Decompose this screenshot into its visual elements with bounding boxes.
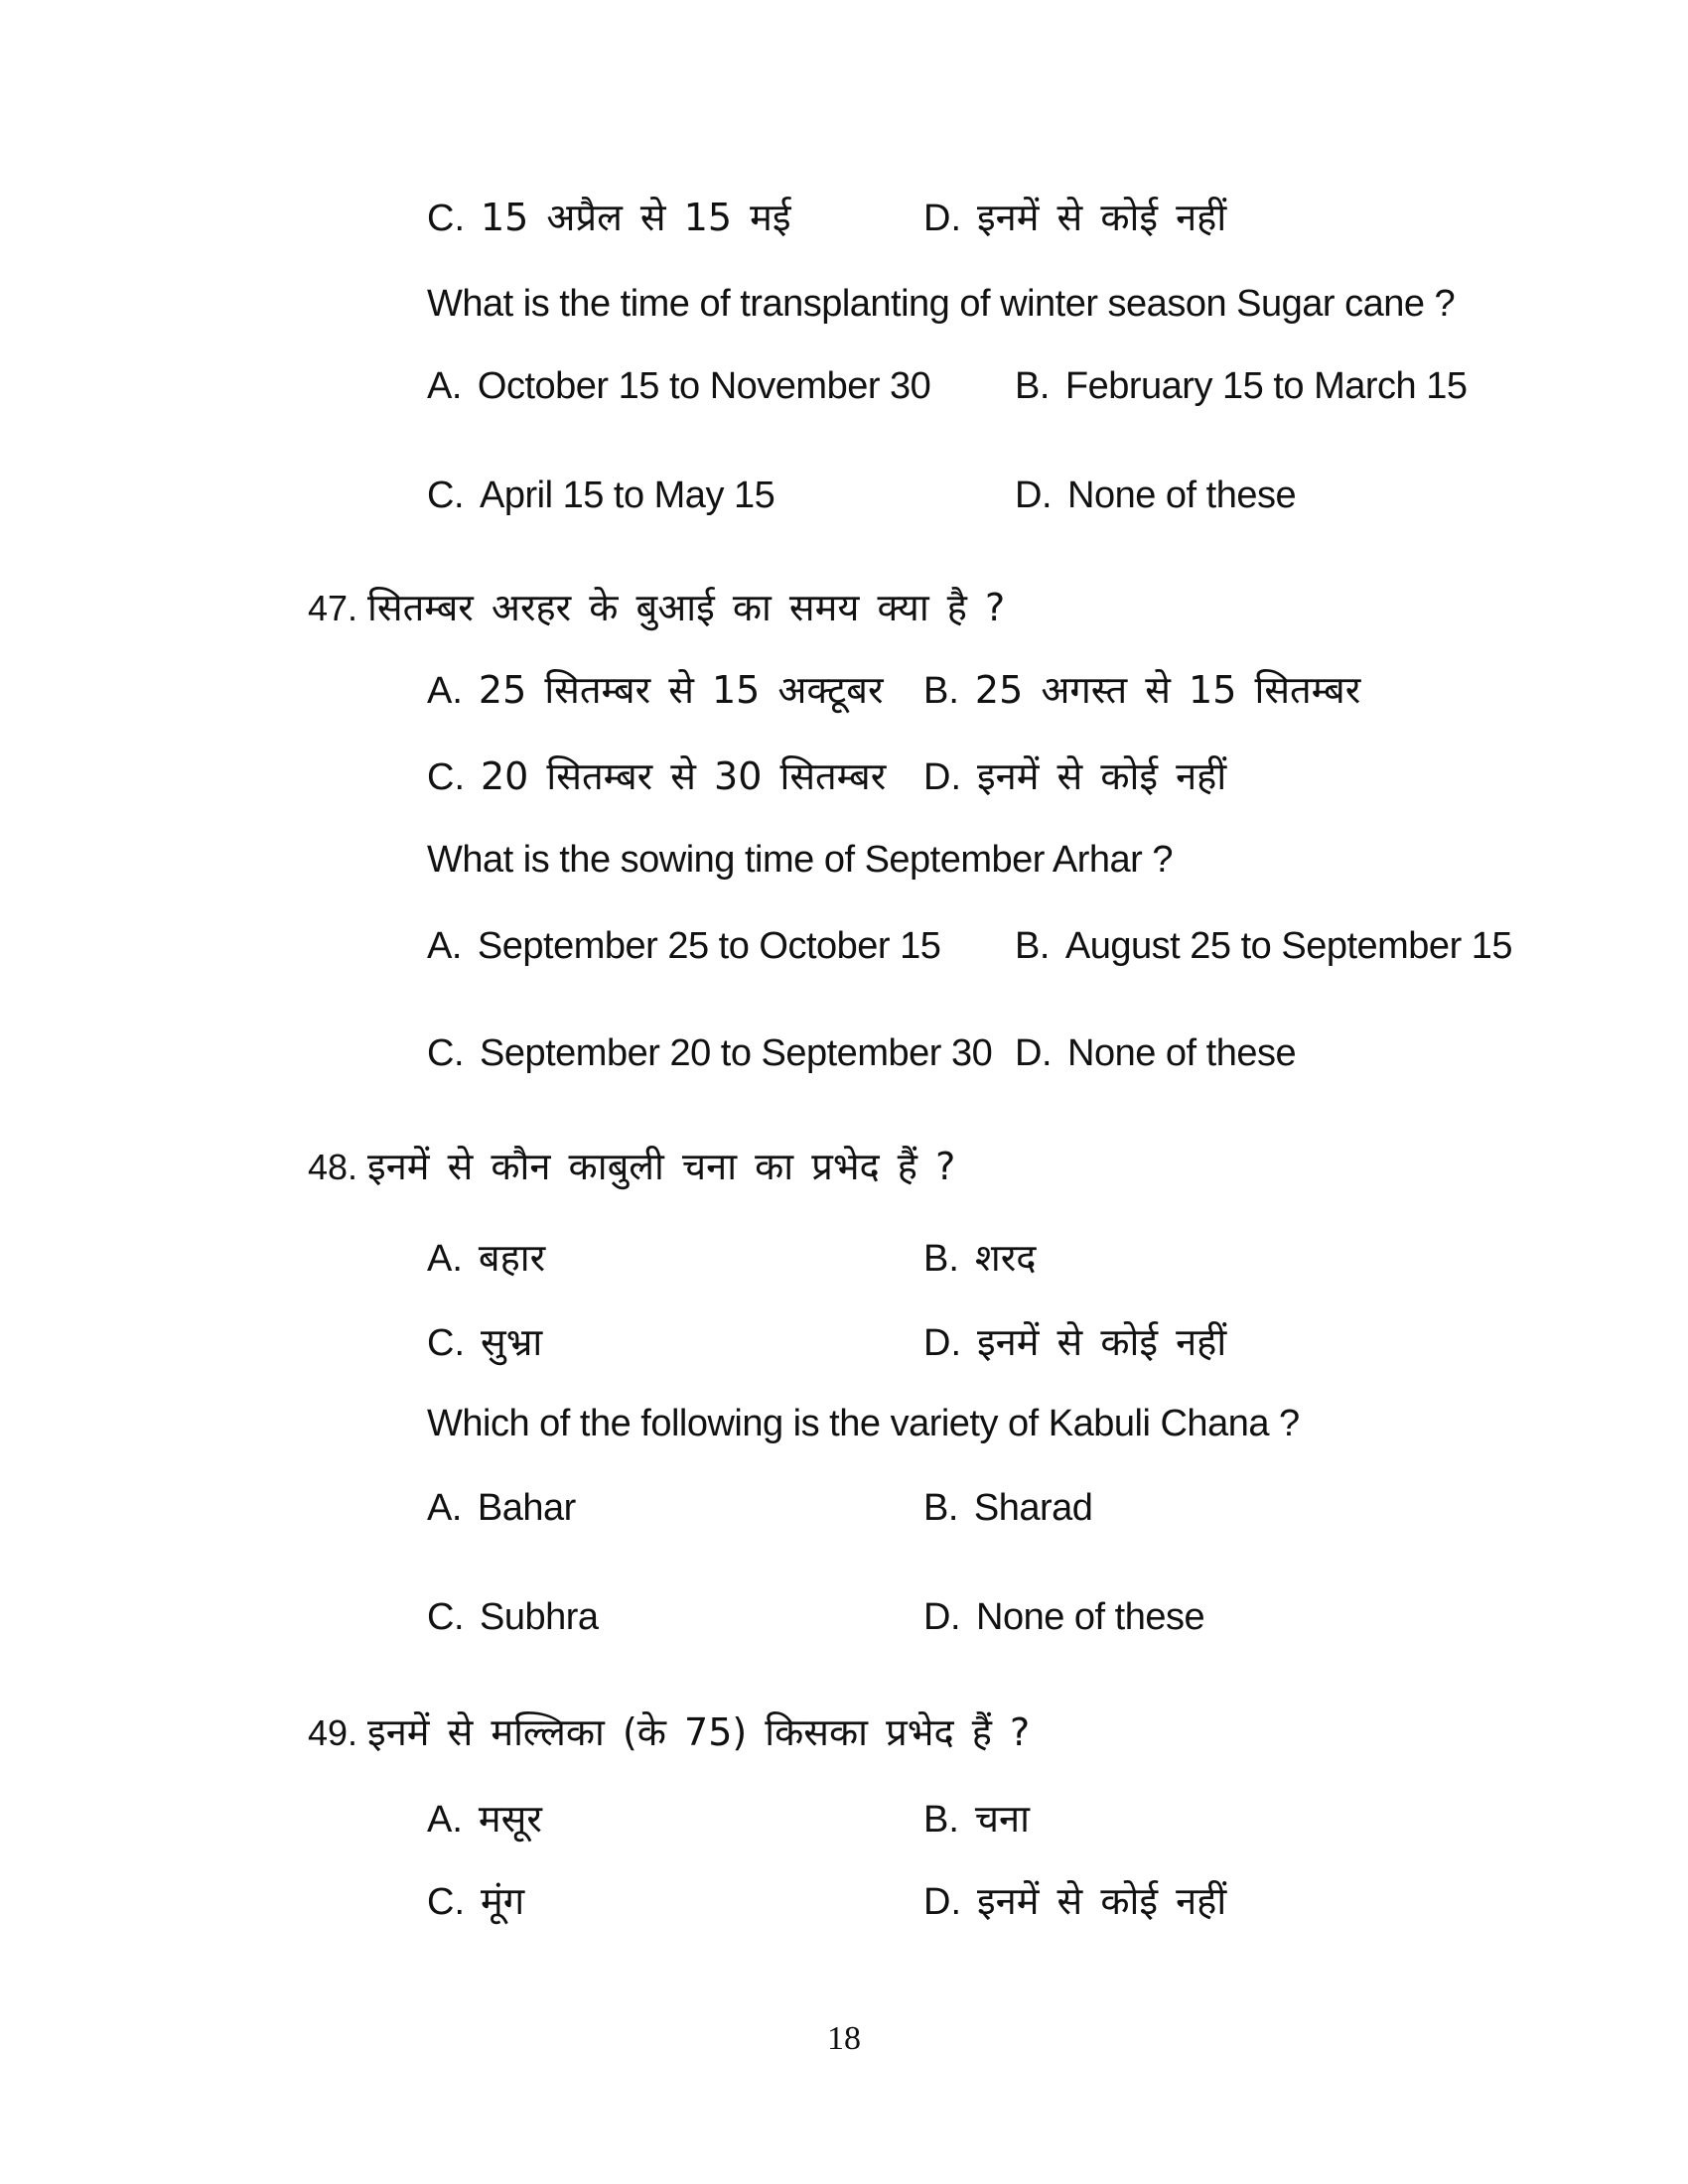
option-label: A. [427, 1238, 463, 1280]
option [427, 475, 774, 517]
question-row [308, 1140, 955, 1191]
option [1015, 475, 1296, 517]
question-row [308, 581, 1005, 632]
option-text-english: April 15 to May 15 [480, 475, 775, 516]
option-text-hindi: इनमें से कोई नहीं [977, 1320, 1227, 1364]
page-number: 18 [827, 2020, 861, 2057]
option-label: C. [427, 1322, 465, 1364]
option-label: B. [923, 670, 959, 712]
option-text-english: September 25 to October 15 [477, 925, 941, 967]
question-text-hindi: इनमें से मल्लिका (के 75) किसका प्रभेद हैं ? [367, 1710, 1031, 1754]
option [923, 1231, 1036, 1283]
option-text-hindi: शरद [974, 1236, 1037, 1280]
option [427, 1231, 545, 1283]
question-text-english: What is the time of transplanting of winter season Sugar cane ? [427, 283, 1456, 325]
option-label: A. [427, 925, 462, 967]
option [923, 1596, 1204, 1639]
option-text-english: February 15 to March 15 [1064, 365, 1468, 407]
option-label: C. [427, 1032, 464, 1074]
option-text-hindi: 25 अगस्त से 15 सितम्बर [974, 668, 1361, 712]
option-label: C. [427, 1596, 464, 1638]
option-text-english: August 25 to September 15 [1064, 925, 1513, 967]
option [923, 1874, 1226, 1926]
option [427, 750, 886, 801]
option-label: C. [427, 1881, 465, 1923]
option-text-english: September 20 to September 30 [480, 1032, 993, 1074]
option-text-hindi: मूंग [481, 1879, 525, 1923]
option [923, 1315, 1226, 1367]
option [427, 1596, 599, 1639]
option [427, 1032, 992, 1075]
option-label: C. [427, 756, 465, 798]
option-text-english: Subhra [480, 1596, 599, 1638]
option-label: B. [1015, 925, 1050, 967]
option-label: B. [1015, 365, 1050, 407]
option-text-hindi: 20 सितम्बर से 30 सितम्बर [481, 754, 887, 798]
option-text-hindi: 15 अप्रैल से 15 मई [481, 196, 791, 239]
option-label: A. [427, 670, 463, 712]
option [1015, 925, 1512, 968]
option [427, 365, 930, 408]
option-label: B. [923, 1238, 959, 1280]
option-text-hindi: इनमें से कोई नहीं [977, 196, 1227, 239]
option [1015, 365, 1468, 408]
option-text-english: None of these [1067, 1032, 1297, 1074]
option-text-hindi: सुभ्रा [481, 1320, 543, 1364]
option-label: A. [427, 1799, 463, 1841]
option [427, 1792, 542, 1843]
option [427, 1315, 542, 1367]
option-text-hindi: इनमें से कोई नहीं [977, 754, 1227, 798]
question-number: 48. [308, 1147, 358, 1187]
question-text-english: Which of the following is the variety of Kabuli Chana ? [427, 1403, 1300, 1444]
option [427, 1487, 576, 1530]
option-label: C. [427, 198, 465, 239]
option-label: D. [923, 1596, 960, 1638]
question-text-hindi: इनमें से कौन काबुली चना का प्रभेद हैं ? [367, 1145, 956, 1188]
option-text-english: None of these [1067, 475, 1297, 516]
option-label: D. [923, 1322, 961, 1364]
option-label: D. [923, 198, 961, 239]
option-label: D. [923, 1881, 961, 1923]
option-text-english: October 15 to November 30 [477, 365, 931, 407]
option [923, 1487, 1092, 1530]
option-label: B. [923, 1799, 959, 1841]
option-label: D. [923, 756, 961, 798]
option [1015, 1032, 1296, 1075]
option-label: B. [923, 1487, 958, 1529]
option [427, 925, 940, 968]
question-number: 49. [308, 1712, 358, 1753]
question-row [308, 1706, 1030, 1757]
option [923, 663, 1360, 715]
option [923, 191, 1226, 242]
option-label: D. [1015, 1032, 1052, 1074]
option [923, 750, 1226, 801]
option-text-hindi: मसूर [478, 1797, 542, 1841]
option-text-english: Bahar [477, 1487, 576, 1529]
option-text-english: Sharad [973, 1487, 1093, 1529]
option-label: A. [427, 1487, 462, 1529]
option [923, 1792, 1030, 1843]
question-text-english: What is the sowing time of September Arhar ? [427, 839, 1174, 881]
question-number: 47. [308, 588, 358, 628]
option-text-hindi: 25 सितम्बर से 15 अक्टूबर [478, 668, 884, 712]
option [427, 191, 791, 242]
question-text-hindi: सितम्बर अरहर के बुआई का समय क्या है ? [367, 586, 1006, 629]
option-text-hindi: इनमें से कोई नहीं [977, 1879, 1227, 1923]
option [427, 1874, 524, 1926]
option [427, 663, 884, 715]
option-label: D. [1015, 475, 1052, 516]
option-text-hindi: बहार [478, 1236, 546, 1280]
option-text-english: None of these [976, 1596, 1205, 1638]
option-label: C. [427, 475, 464, 516]
option-text-hindi: चना [974, 1797, 1030, 1841]
option-label: A. [427, 365, 462, 407]
